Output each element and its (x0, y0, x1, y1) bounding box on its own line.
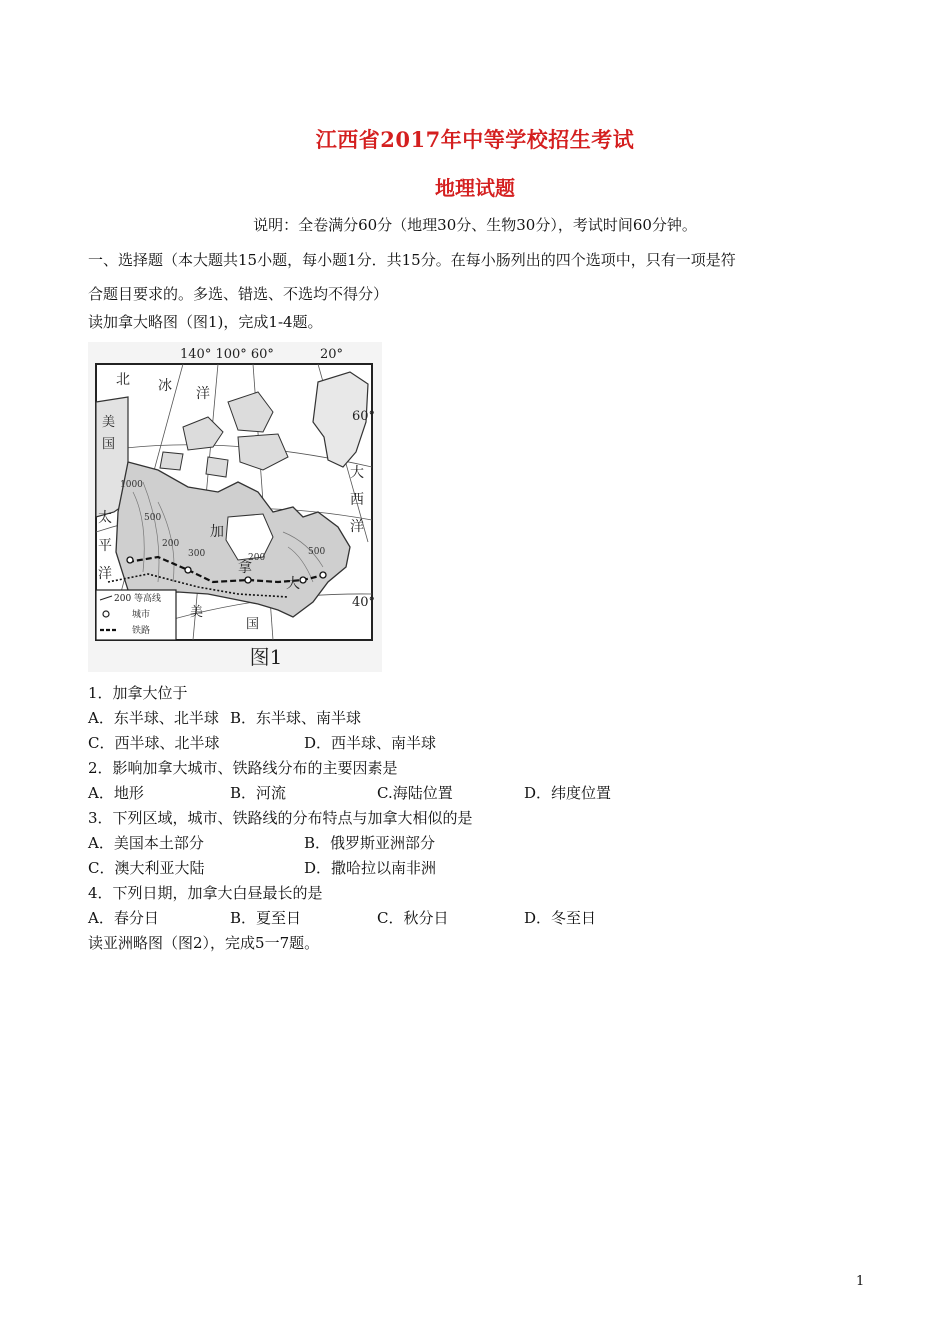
lon-label-top: 140° 100° 60° (180, 347, 274, 362)
figure1-caption: 图1 (249, 645, 283, 669)
section-heading-line2: 合题目要求的。多选、错选、不选均不得分） (88, 285, 389, 303)
usa-bottom-label-1: 美 (190, 605, 204, 620)
lat-label-40: 40° (351, 595, 375, 610)
question-1-option-a: A．东半球、北半球 (88, 709, 219, 727)
figure1-intro: 读加拿大略图（图1)，完成1-4题。 (88, 313, 323, 331)
section-heading-line1: 一、选择题（本大题共15小题，每小题1分．共15分。在每小肠列出的四个选项中，只有一项是符 (88, 251, 736, 269)
map-legend (96, 590, 176, 640)
contour-label: 1000 (120, 480, 143, 490)
contour-label: 200 (248, 553, 266, 563)
usa-alaska-label-2: 国 (102, 437, 116, 452)
canada-label-2: 拿 (238, 560, 252, 576)
legend-city: 城市 (132, 610, 151, 620)
question-2-option-a: A．地形 (88, 784, 144, 802)
usa-bottom-label-2: 国 (246, 617, 260, 632)
pacific-label-3: 洋 (98, 566, 112, 582)
contour-label: 300 (188, 549, 206, 559)
question-1-option-d: D．西半球、南半球 (304, 734, 437, 752)
contour-label: 500 (144, 513, 162, 523)
question-2-stem: 2．影响加拿大城市、铁路线分布的主要因素是 (88, 759, 398, 777)
arctic-label-3: 洋 (196, 386, 210, 402)
atlantic-label-3: 洋 (350, 519, 364, 535)
question-3-option-a: A．美国本土部分 (88, 834, 204, 852)
canada-map-svg (88, 342, 382, 672)
canada-map-figure (88, 342, 382, 672)
question-1-stem: 1．加拿大位于 (88, 684, 188, 702)
contour-label: 500 (308, 547, 326, 557)
arctic-label-2: 冰 (158, 378, 172, 394)
page-number: 1 (856, 1274, 865, 1289)
canada-label-3: 大 (286, 576, 300, 592)
question-2-option-b: B．河流 (230, 784, 287, 802)
canada-label-1: 加 (210, 524, 224, 540)
legend-railway: 铁路 (132, 626, 151, 636)
question-4-stem: 4．下列日期，加拿大白昼最长的是 (88, 884, 323, 902)
legend-contour: 200 等高线 (114, 594, 162, 604)
usa-alaska-label-1: 美 (102, 415, 116, 430)
arctic-label-1: 北 (116, 372, 130, 388)
atlantic-label-1: 大 (350, 465, 364, 481)
contour-label: 200 (162, 539, 180, 549)
question-2-option-d: D．纬度位置 (524, 784, 612, 802)
question-3-stem: 3．下列区域，城市、铁路线的分布特点与加拿大相似的是 (88, 809, 473, 827)
atlantic-label-2: 西 (350, 492, 364, 508)
question-4-option-b: B．夏至日 (230, 909, 302, 927)
lat-label-60: 60° (351, 409, 375, 424)
pacific-label-1: 太 (98, 510, 112, 526)
question-4-option-c: C．秋分日 (377, 909, 449, 927)
exam-note: 说明：全卷满分60分（地理30分、生物30分），考试时间60分钟。 (253, 216, 697, 234)
question-2-option-c: C.海陆位置 (377, 784, 453, 802)
exam-subject-title: 地理试题 (435, 176, 515, 200)
figure2-intro: 读亚洲略图（图2），完成5一7题。 (88, 934, 320, 952)
pacific-label-2: 平 (98, 538, 112, 554)
question-3-option-d: D．撒哈拉以南非洲 (304, 859, 437, 877)
question-1-option-b: B．东半球、南半球 (230, 709, 362, 727)
question-3-option-b: B．俄罗斯亚洲部分 (304, 834, 436, 852)
question-3-option-c: C．澳大利亚大陆 (88, 859, 205, 877)
exam-title: 江西省2017年中等学校招生考试 (315, 127, 635, 152)
question-4-option-d: D．冬至日 (524, 909, 597, 927)
question-1-option-c: C．西半球、北半球 (88, 734, 220, 752)
question-4-option-a: A．春分日 (88, 909, 159, 927)
lon-label-20: 20° (320, 347, 344, 362)
